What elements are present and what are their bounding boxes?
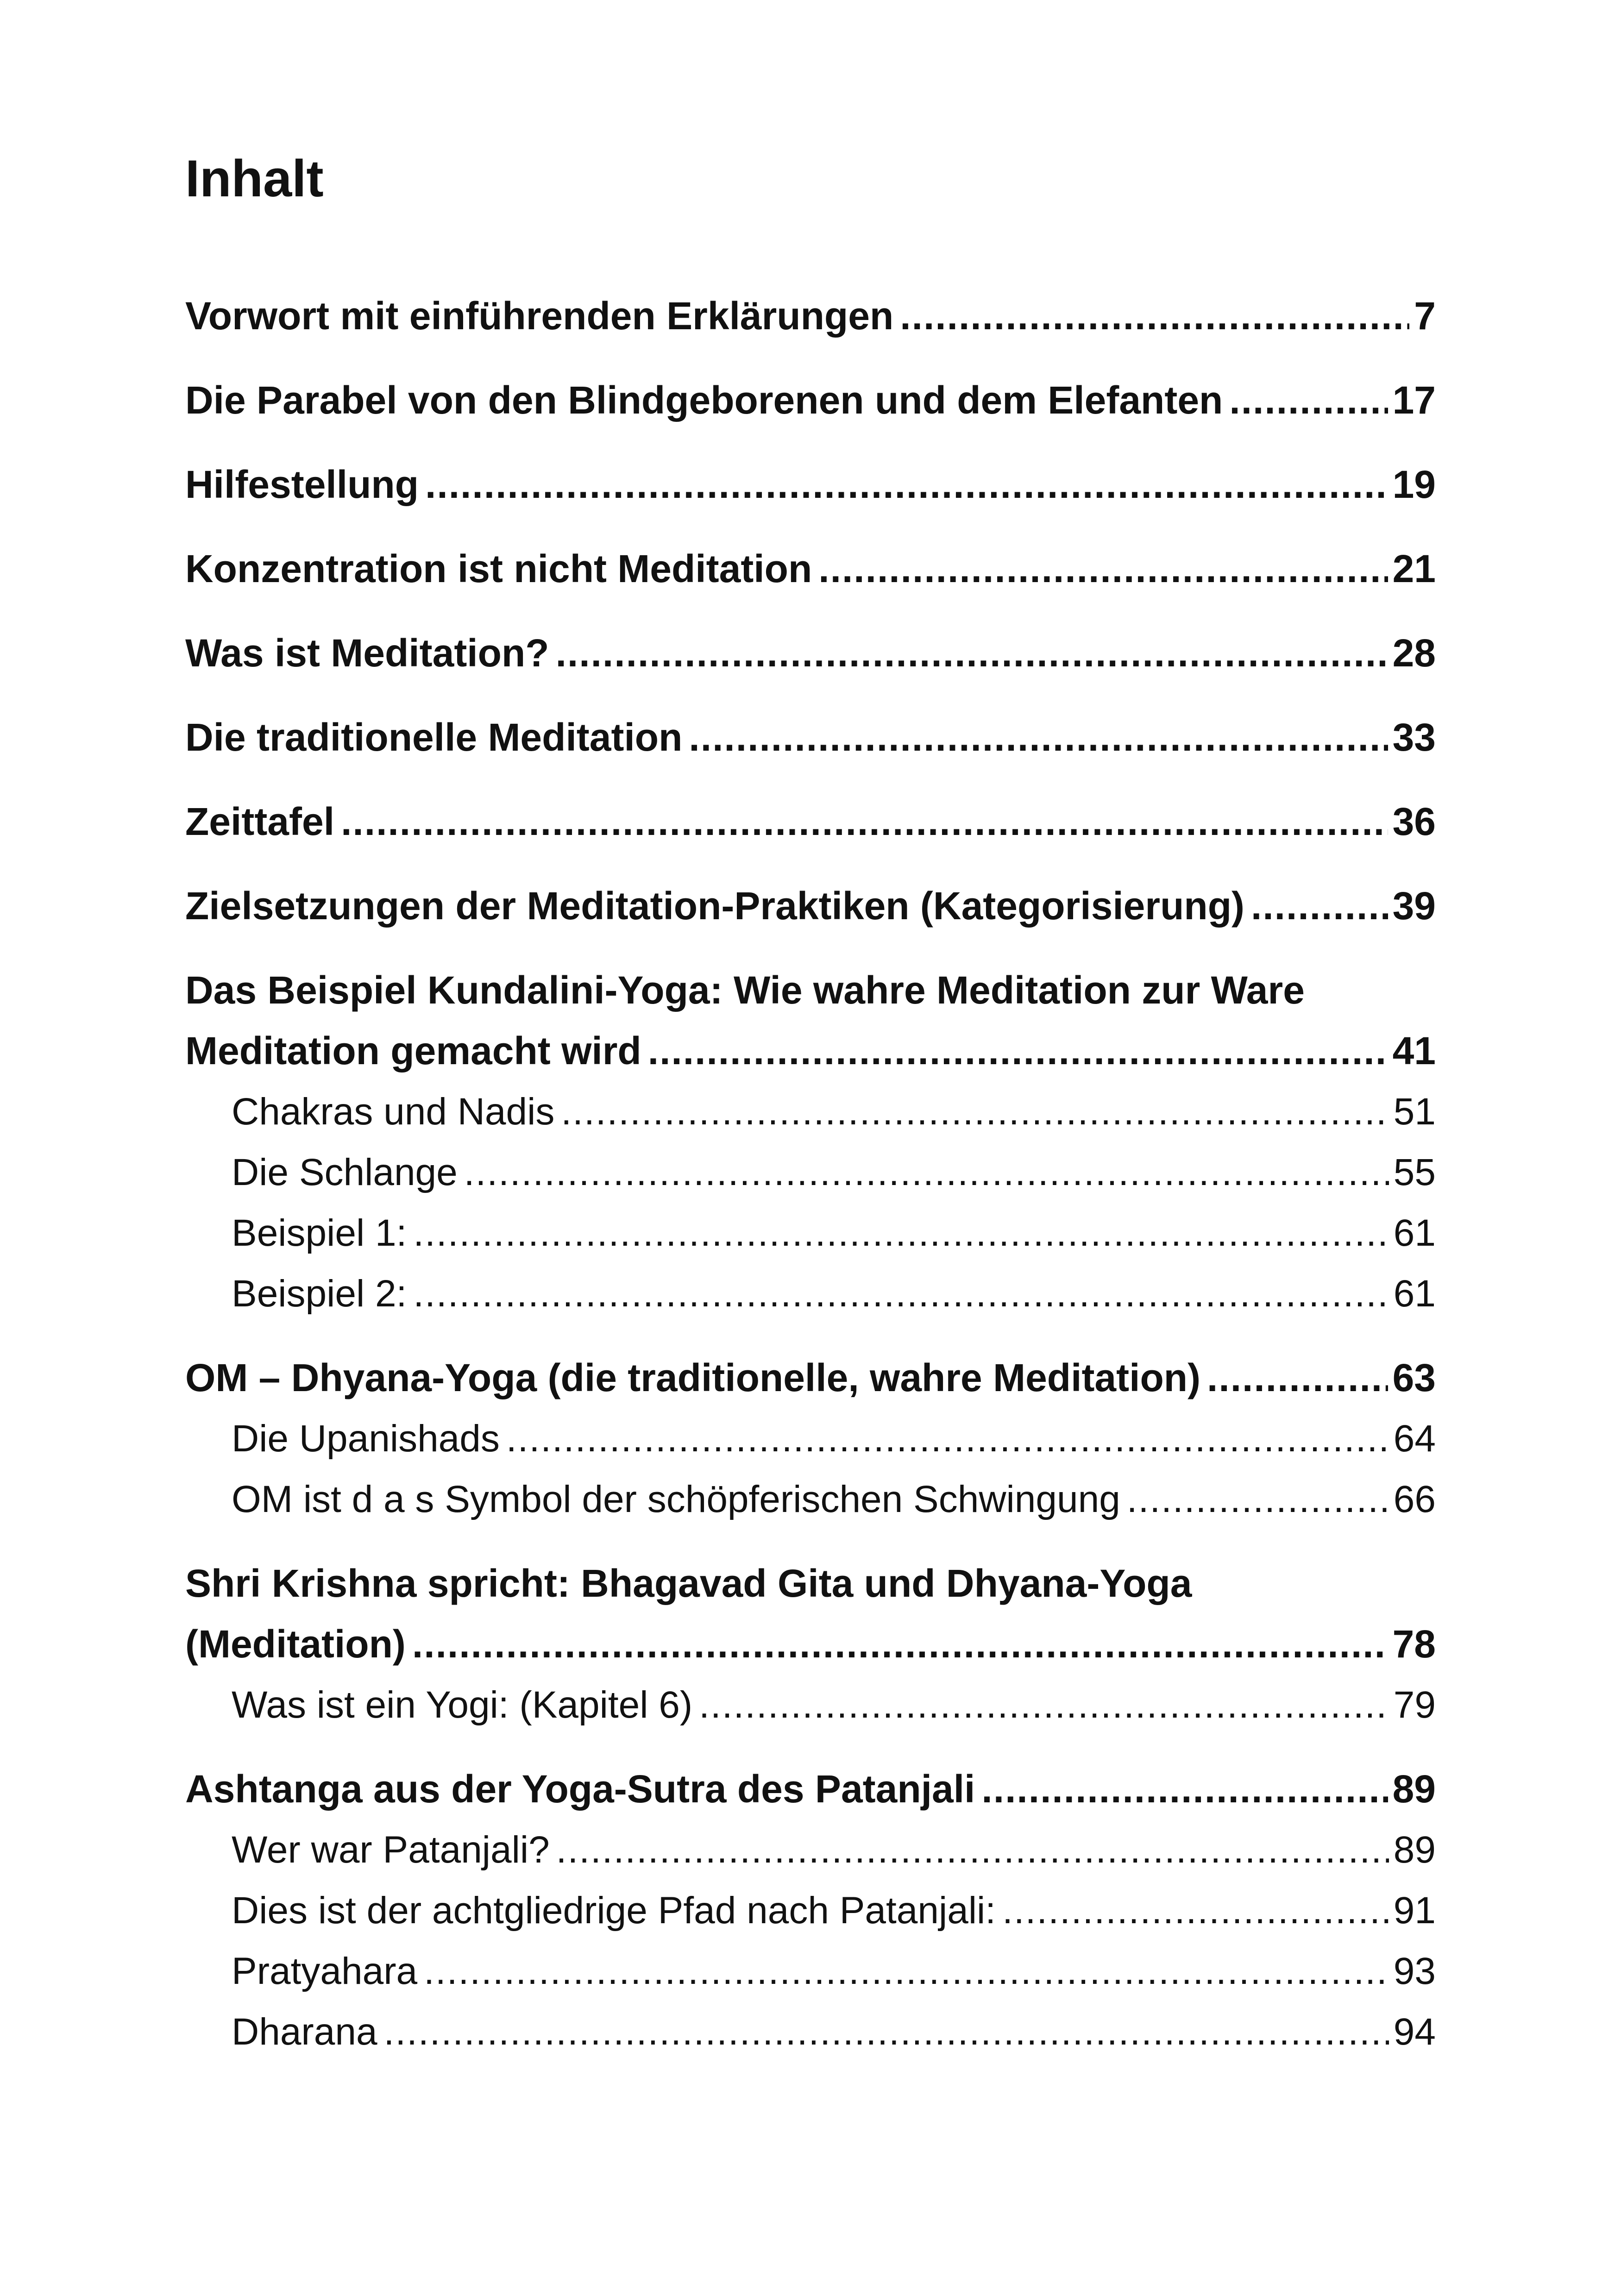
- toc-entry-page: 28: [1392, 631, 1436, 675]
- toc-entry-title: OM ist d a s Symbol der schöpferischen Schwingung: [232, 1478, 1120, 1520]
- dot-leader: [1002, 1880, 1389, 1941]
- toc-entry: [185, 707, 1436, 768]
- toc-entry-title: Die traditionelle Meditation: [185, 715, 683, 759]
- toc-entry-title: Beispiel 2:: [232, 1273, 407, 1315]
- toc-entry-title: Meditation gemacht wird: [185, 1029, 641, 1073]
- dot-leader: [689, 707, 1388, 768]
- dot-leader: [413, 1263, 1389, 1324]
- toc-subentry: [185, 1880, 1436, 1941]
- toc-entry-page: 64: [1393, 1418, 1436, 1460]
- toc-entry-title: Chakras und Nadis: [232, 1091, 555, 1133]
- toc-entry-page: 94: [1393, 2011, 1436, 2053]
- dot-leader: [699, 1675, 1389, 1735]
- toc-entry: [185, 1553, 1436, 1675]
- toc-entry: [185, 370, 1436, 431]
- toc-subentry: [185, 1819, 1436, 1880]
- toc-entry-title: Ashtanga aus der Yoga-Sutra des Patanjali: [185, 1767, 975, 1811]
- toc-subentry: [185, 1469, 1436, 1530]
- toc-entry-title: Die Parabel von den Blindgeborenen und dem Elefanten: [185, 378, 1223, 422]
- toc-entry: [185, 539, 1436, 599]
- toc-entry-title-line1: Shri Krishna spricht: Bhagavad Gita und Dhyana-Yoga: [185, 1562, 1192, 1605]
- toc-entry-title: Konzentration ist nicht Meditation: [185, 547, 812, 590]
- toc-entry-title: Hilfestellung: [185, 463, 419, 506]
- page-title: Inhalt: [185, 150, 324, 207]
- toc-entry-page: 78: [1392, 1622, 1436, 1666]
- toc-entry-page: 19: [1392, 463, 1436, 506]
- dot-leader: [425, 454, 1388, 515]
- toc-entry: [185, 791, 1436, 852]
- toc-entry-title: Wer war Patanjali?: [232, 1829, 550, 1871]
- toc-subentry: [185, 2001, 1436, 2062]
- toc-subentry: [185, 1408, 1436, 1469]
- toc-entry-page: 61: [1393, 1212, 1436, 1254]
- toc-entry-page: 93: [1393, 1950, 1436, 1992]
- toc-entry-title: Vorwort mit einführenden Erklärungen: [185, 294, 894, 338]
- toc-entry-page: 21: [1392, 547, 1436, 590]
- toc-entry-page: 33: [1392, 715, 1436, 759]
- toc-entry-title: Dharana: [232, 2011, 377, 2053]
- dot-leader: [561, 1081, 1389, 1142]
- toc-entry-title: Pratyahara: [232, 1950, 418, 1992]
- dot-leader: [412, 1614, 1388, 1675]
- toc-entry-page: 41: [1392, 1029, 1436, 1073]
- toc-entry-page: 17: [1392, 378, 1436, 422]
- toc-list: [185, 286, 1436, 2062]
- dot-leader: [556, 1819, 1389, 1880]
- toc-entry-page: 61: [1393, 1273, 1436, 1315]
- toc-entry-page: 89: [1393, 1829, 1436, 1871]
- dot-leader: [384, 2001, 1389, 2062]
- toc-entry-title-line1: Das Beispiel Kundalini-Yoga: Wie wahre Meditation zur Ware: [185, 968, 1305, 1012]
- dot-leader: [648, 1021, 1388, 1081]
- toc-entry: [185, 960, 1436, 1081]
- toc-entry-title: Zielsetzungen der Meditation-Praktiken (Kategorisierung): [185, 884, 1244, 928]
- toc-entry-title: Die Upanishads: [232, 1418, 500, 1460]
- toc-entry-page: 63: [1392, 1356, 1436, 1399]
- toc-subentry: [185, 1203, 1436, 1263]
- toc-entry: [185, 623, 1436, 684]
- dot-leader: [1251, 876, 1388, 936]
- dot-leader: [464, 1142, 1389, 1203]
- toc-entry-title: Was ist ein Yogi: (Kapitel 6): [232, 1684, 693, 1726]
- toc-entry-title: Die Schlange: [232, 1151, 458, 1193]
- dot-leader: [981, 1759, 1388, 1819]
- toc-entry: [185, 454, 1436, 515]
- toc-page: [185, 150, 1436, 2062]
- toc-entry-title: Was ist Meditation?: [185, 631, 549, 675]
- toc-entry-page: 89: [1392, 1767, 1436, 1811]
- dot-leader: [1229, 370, 1388, 431]
- toc-entry-page: 7: [1414, 294, 1436, 338]
- toc-entry: [185, 286, 1436, 346]
- toc-entry-page: 36: [1392, 800, 1436, 843]
- dot-leader: [413, 1203, 1389, 1263]
- dot-leader: [424, 1941, 1389, 2001]
- toc-subentry: [185, 1081, 1436, 1142]
- toc-subentry: [185, 1142, 1436, 1203]
- dot-leader: [556, 623, 1388, 684]
- toc-entry: [185, 876, 1436, 936]
- dot-leader: [1207, 1348, 1388, 1408]
- toc-entry-page: 66: [1393, 1478, 1436, 1520]
- toc-entry-title: Dies ist der achtgliedrige Pfad nach Patanjali:: [232, 1889, 996, 1932]
- toc-entry-page: 51: [1393, 1091, 1436, 1133]
- toc-subentry: [185, 1263, 1436, 1324]
- toc-subentry: [185, 1675, 1436, 1735]
- toc-entry-title: Zeittafel: [185, 800, 335, 843]
- toc-entry-title: (Meditation): [185, 1622, 406, 1666]
- toc-entry: [185, 1348, 1436, 1408]
- toc-entry-page: 39: [1392, 884, 1436, 928]
- dot-leader: [1127, 1469, 1389, 1530]
- toc-entry-page: 91: [1393, 1889, 1436, 1932]
- toc-entry-title: Beispiel 1:: [232, 1212, 407, 1254]
- dot-leader: [900, 286, 1409, 346]
- toc-subentry: [185, 1941, 1436, 2001]
- toc-entry-title: OM – Dhyana-Yoga (die traditionelle, wahre Meditation): [185, 1356, 1201, 1399]
- toc-entry: [185, 1759, 1436, 1819]
- dot-leader: [506, 1408, 1389, 1469]
- toc-entry-page: 79: [1393, 1684, 1436, 1726]
- dot-leader: [818, 539, 1388, 599]
- dot-leader: [341, 791, 1388, 852]
- toc-entry-page: 55: [1393, 1151, 1436, 1193]
